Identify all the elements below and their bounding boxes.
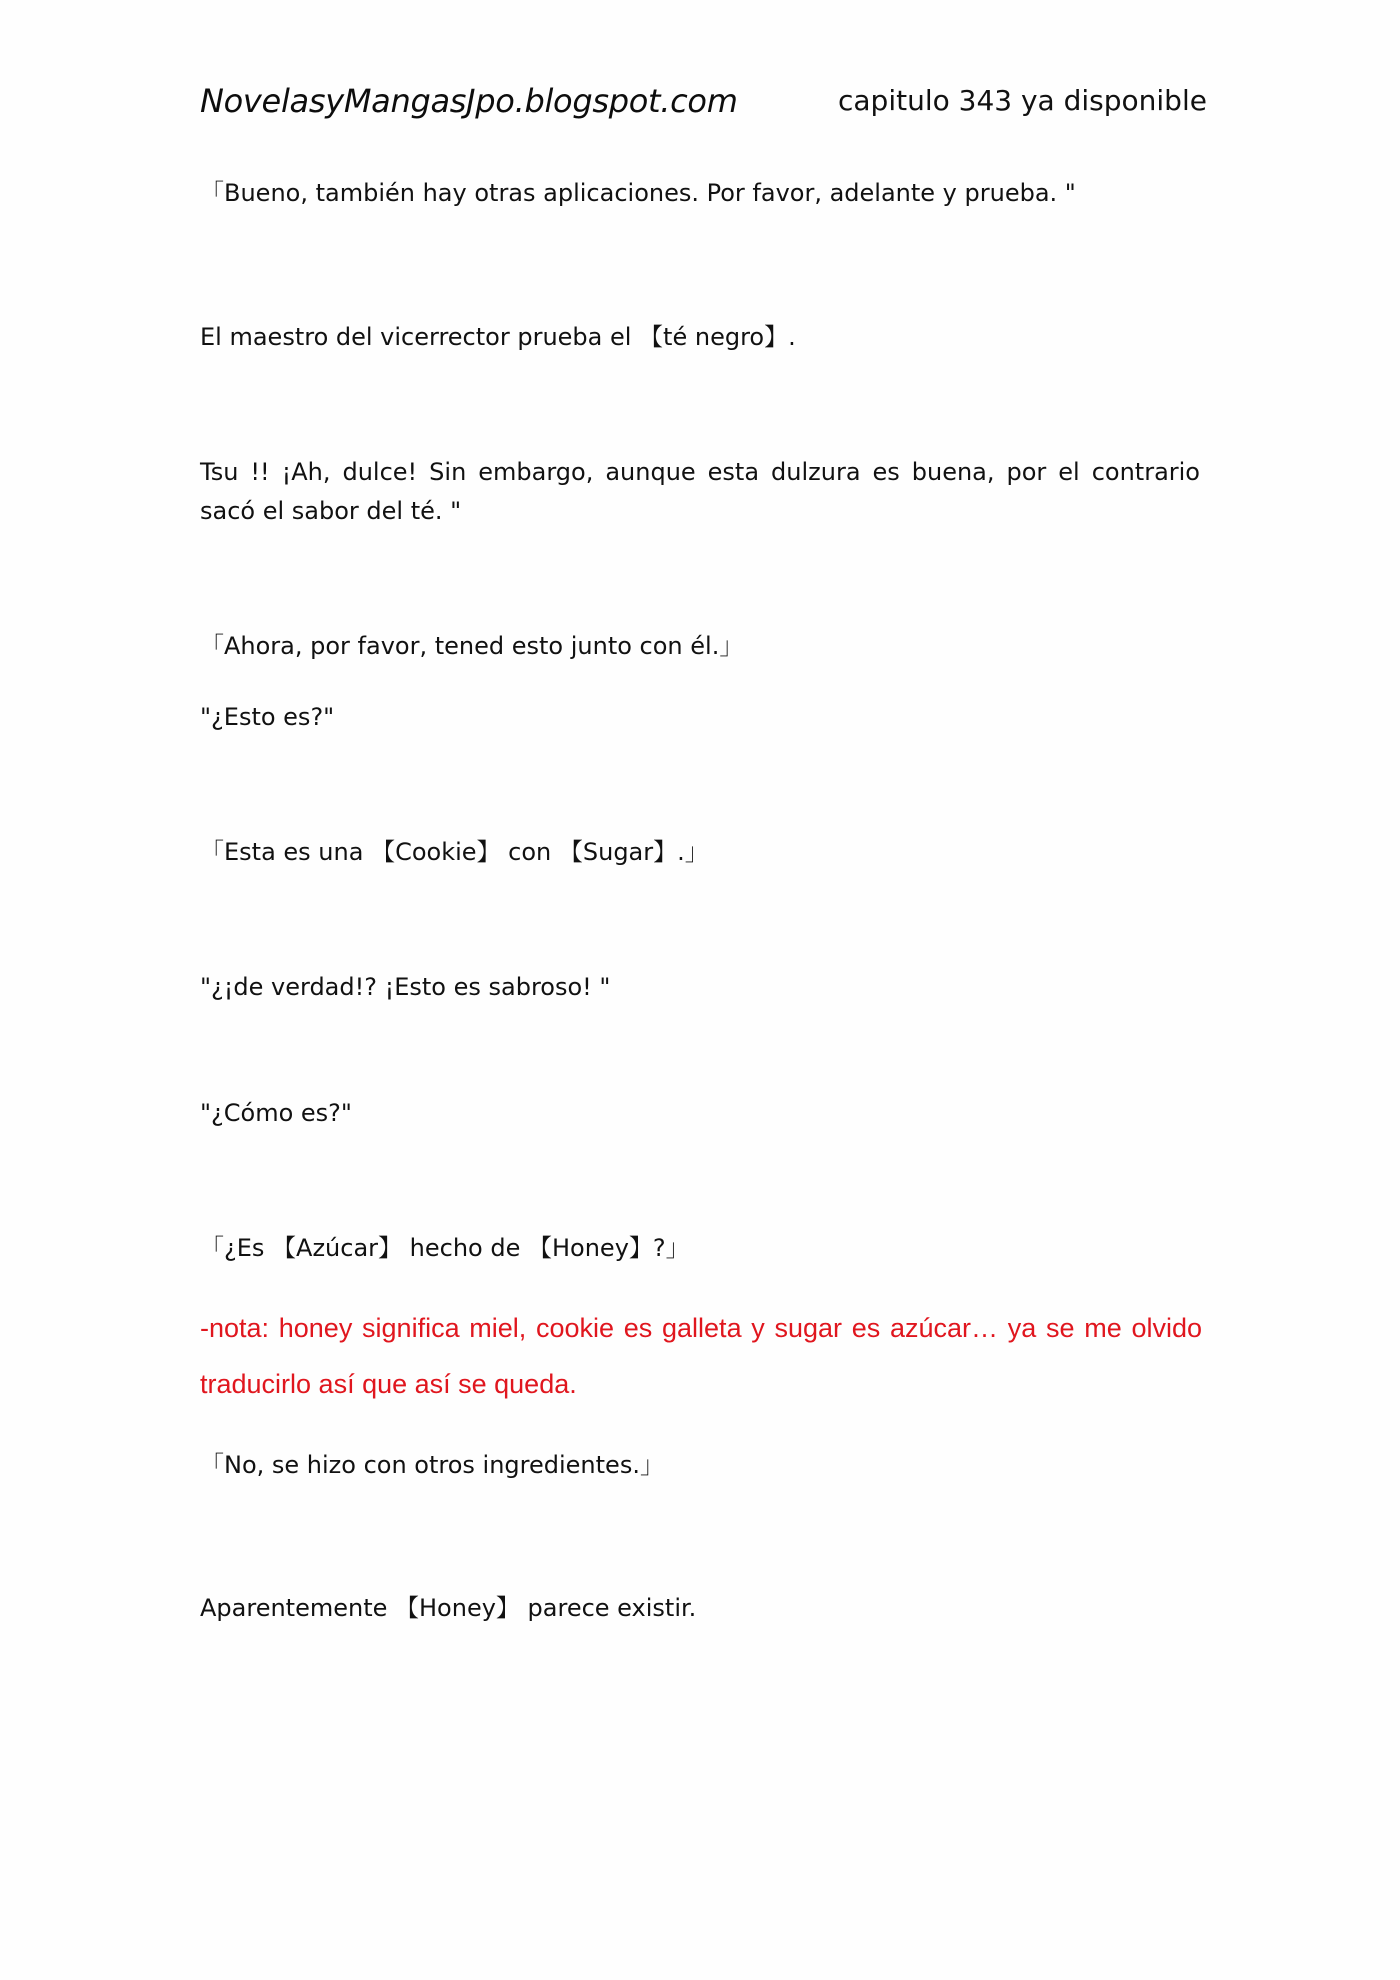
paragraph-11: Aparentemente 【Honey】 parece existir. (200, 1594, 697, 1622)
page-header (200, 82, 1207, 132)
paragraph-2: El maestro del vicerrector prueba el 【té negro】. (200, 323, 796, 351)
paragraph-10: 「No, se hizo con otros ingredientes.」 (200, 1451, 664, 1479)
translator-note: -nota: honey significa miel, cookie es galleta y sugar es azúcar… ya se me olvido traducirlo así que así se queda. (200, 1313, 1202, 1399)
paragraph-6: 「Esta es una 【Cookie】 con 【Sugar】.」 (200, 838, 709, 866)
paragraph-3: Tsu !! ¡Ah, dulce! Sin embargo, aunque esta dulzura es buena, por el contrario sacó el sabor del té. " (200, 458, 1200, 525)
chapter-notice: capitulo 343 ya disponible (838, 84, 1207, 117)
paragraph-4: 「Ahora, por favor, tened esto junto con él.」 (200, 632, 744, 660)
paragraph-5: "¿Esto es?" (200, 703, 335, 731)
paragraph-8: "¿Cómo es?" (200, 1099, 352, 1127)
site-url-heading: NovelasyMangasJpo.blogspot.com (200, 82, 738, 120)
paragraph-9: 「¿Es 【Azúcar】 hecho de 【Honey】?」 (200, 1234, 690, 1262)
paragraph-1: 「Bueno, también hay otras aplicaciones. Por favor, adelante y prueba. " (200, 179, 1076, 207)
paragraph-7: "¿¡de verdad!? ¡Esto es sabroso! " (200, 973, 611, 1001)
